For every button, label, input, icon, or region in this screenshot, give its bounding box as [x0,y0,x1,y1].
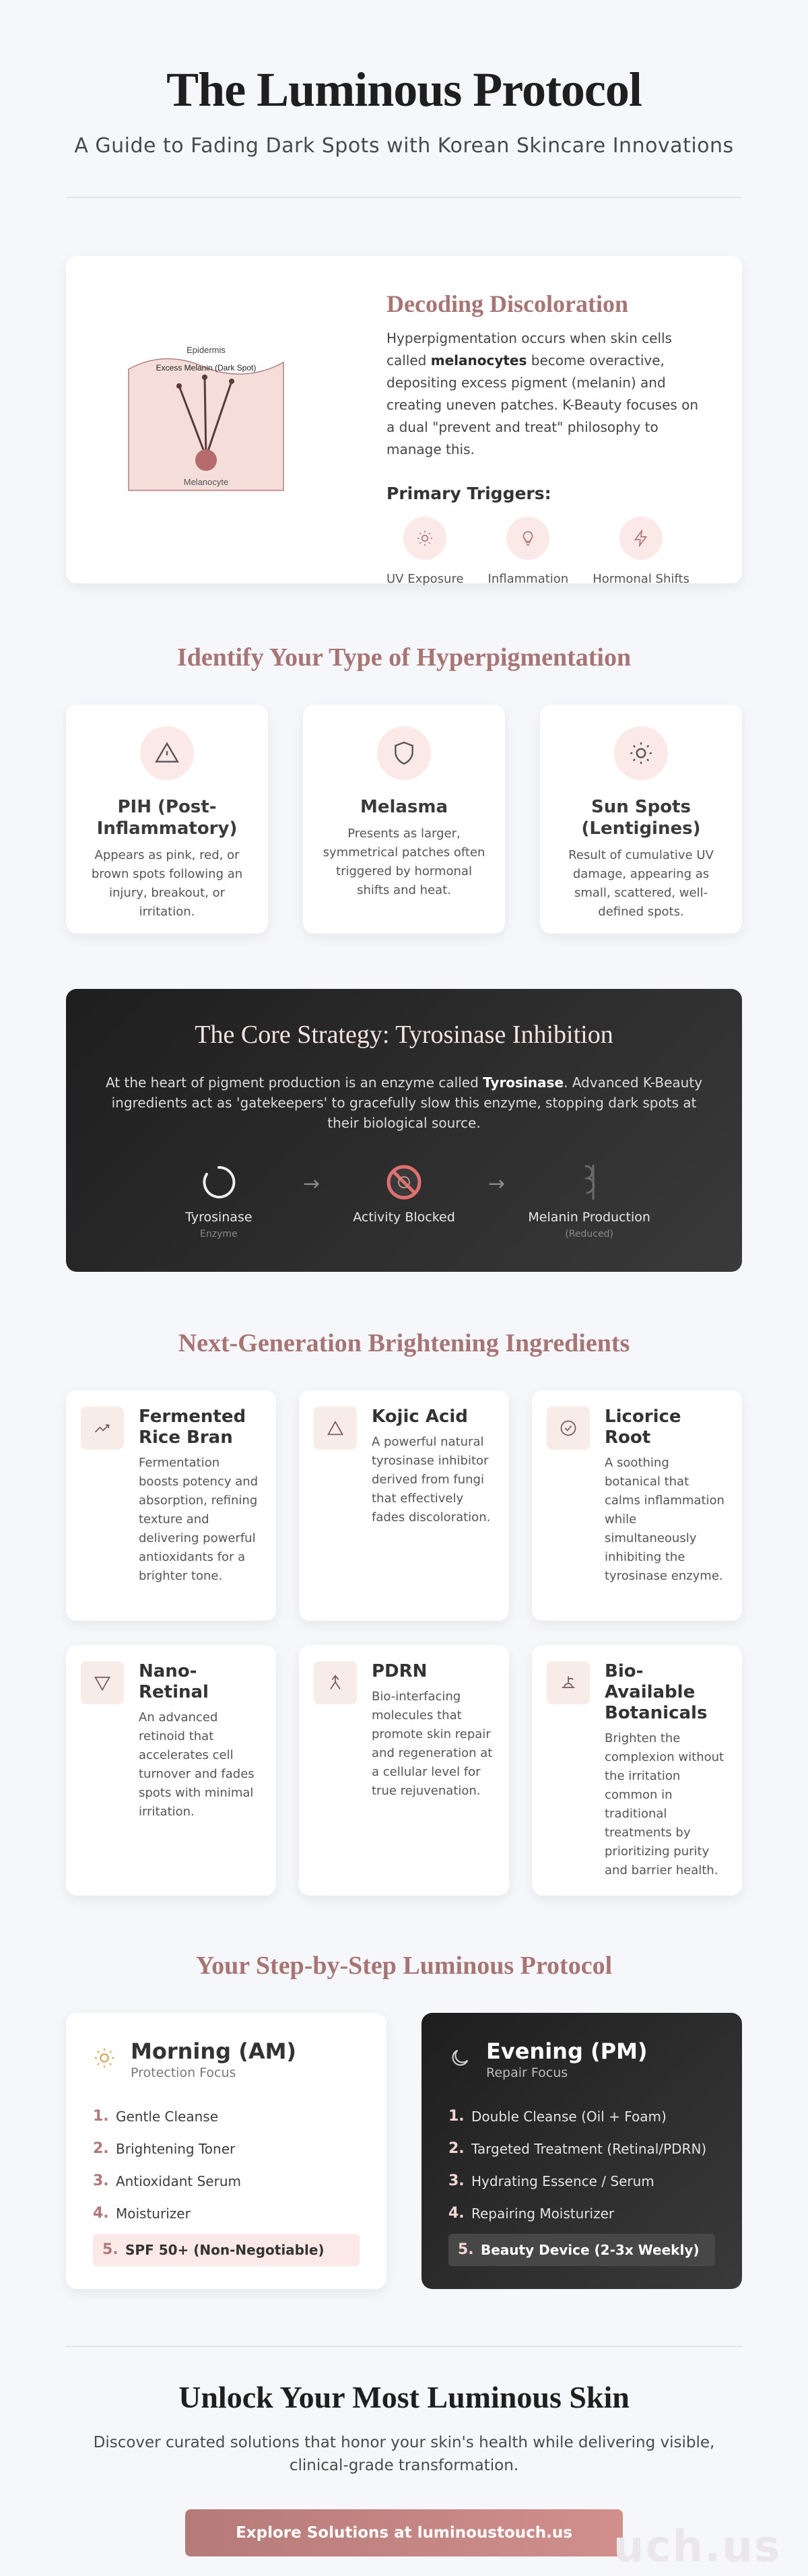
step-label: Gentle Cleanse [116,2108,219,2125]
ingredient-text: A soothing botanical that calms inflammation while simultaneously inhibiting the tyrosinase enzyme. [605,1455,725,1583]
melanocyte-cell [195,449,217,471]
ingredient-title: Bio-Available Botanicals [605,1661,708,1723]
protocol-section-title: Your Step-by-Step Luminous Protocol [195,1951,613,1980]
trigger-uv [386,517,464,586]
intro-text-b: become overactive, depositing excess pigment (melanin) and creating uneven patches. K-Beauty focuses on a dual "prevent and treat" philosophy to manage this. [386,352,699,457]
routine-step [448,2197,715,2230]
triggers-heading: Primary Triggers: [386,483,551,503]
ingredient-text: Bio-interfacing molecules that promote skin repair and regeneration at a cellular level for true rejuvenation. [372,1689,493,1798]
dendrite-center [205,377,206,457]
type-title: Sun Spots (Lentigines) [581,796,701,839]
step-number: 2. [93,2140,109,2158]
botanical-icon [547,1661,590,1704]
melanin-icon [518,1160,660,1204]
ingredients-grid [66,1390,742,1896]
flow-step-tyrosinase [148,1160,290,1239]
trend-icon [81,1407,124,1450]
routine-step [448,2133,715,2165]
ingredient-card [66,1645,276,1896]
routine-steps [93,2100,360,2266]
strategy-title: The Core Strategy: Tyrosinase Inhibition [195,1020,613,1049]
page-title: The Luminous Protocol [166,63,642,117]
divider [66,2346,742,2347]
step-label: Targeted Treatment (Retinal/PDRN) [471,2140,707,2157]
ingredient-title: Nano-Retinal [139,1661,209,1702]
ingredients-section-title: Next-Generation Brightening Ingredients [178,1328,630,1357]
ingredient-text: A powerful natural tyrosinase inhibitor derived from fungi that effectively fades discoloration. [372,1434,491,1524]
routine-step [93,2165,360,2197]
ingredient-title: Fermented Rice Bran [139,1406,246,1448]
step-label: Moisturizer [116,2205,191,2222]
divider [66,197,742,198]
ingredient-card [532,1390,742,1621]
step-number: 1. [448,2108,465,2125]
ingredient-text: Fermentation boosts potency and absorption, refining texture and delivering powerful antioxidants for a brighter tone. [139,1455,259,1583]
step-number: 5. [102,2241,119,2259]
flow-step-melanin [518,1160,660,1239]
routine-steps [448,2100,715,2266]
routine-step [93,2197,360,2230]
ingredient-card [299,1390,509,1621]
watermark: uch.us [613,2522,781,2572]
flow-arrow: → [302,1171,320,1196]
routine-subtitle: Protection Focus [131,2065,236,2080]
enzyme-ring-icon [148,1160,290,1204]
ingredient-text: Brighten the complexion without the irritation common in traditional treatments by prioritizing purity and barrier health. [605,1731,725,1877]
inhibition-flow [104,1160,704,1239]
cta-text: Discover curated solutions that honor your skin's health while delivering visible, clinical-grade transformation. [93,2433,715,2474]
step-number: 1. [93,2108,109,2125]
step-label: Brightening Toner [116,2140,236,2157]
lightning-icon [619,517,663,560]
sun-icon [403,517,446,560]
bulb-icon [506,517,549,560]
routine-step-highlight [93,2234,360,2266]
trigger-hormonal [593,517,689,586]
melanin-granule [229,379,234,384]
routine-subtitle: Repair Focus [486,2065,568,2080]
type-card-sunspots [540,705,742,934]
melanin-granule [202,375,207,380]
sun-icon [93,2047,116,2072]
ingredient-text: An advanced retinoid that accelerates cell turnover and fades spots with minimal irritation. [139,1710,255,1819]
triangle-icon [314,1407,357,1450]
ingredient-card [299,1645,509,1896]
trigger-label: Inflammation [487,571,569,586]
check-circle-icon [547,1407,590,1450]
routine-title: Evening (PM) [486,2038,648,2064]
types-list [66,705,742,934]
melanocyte-label: Melanocyte [183,476,229,487]
intro-heading: Decoding Discoloration [386,290,628,317]
ingredient-card [532,1645,742,1896]
flow-label: Melanin Production [528,1209,650,1225]
routine-am [66,2013,386,2289]
step-label: Antioxidant Serum [116,2172,241,2189]
type-card-pih [66,705,268,934]
protocol-routines [66,2013,742,2289]
strategy-text-b: . Advanced K-Beauty ingredients act as 'gatekeepers' to gracefully slow this enzyme, stopping dark spots at their biological source. [111,1074,703,1131]
type-text: Result of cumulative UV damage, appearing as small, scattered, well-defined spots. [568,847,714,919]
step-label: SPF 50+ (Non-Negotiable) [125,2241,325,2258]
sun-icon [614,726,668,780]
strategy-panel [66,989,742,1272]
intro-card [66,256,742,586]
intro-text-bold: melanocytes [430,352,527,368]
triggers-list [386,517,710,586]
skin-diagram [98,288,360,551]
flow-label: Tyrosinase [185,1209,252,1225]
step-label: Beauty Device (2-3x Weekly) [481,2241,700,2258]
moon-icon [448,2047,471,2072]
step-number: 5. [458,2241,474,2259]
flow-step-blocked [333,1160,475,1225]
step-number: 3. [448,2172,465,2190]
trigger-label: UV Exposure [386,571,464,586]
type-text: Presents as larger, symmetrical patches often triggered by hormonal shifts and heat. [323,826,485,897]
flow-sublabel: Enzyme [200,1228,238,1239]
blocked-icon [333,1160,475,1204]
strategy-text-bold: Tyrosinase [483,1074,564,1091]
cta-title: Unlock Your Most Luminous Skin [178,2379,630,2414]
strategy-text-a: At the heart of pigment production is an enzyme called [105,1074,483,1091]
routine-step [448,2100,715,2133]
routine-step [93,2100,360,2133]
routine-pm [422,2013,742,2289]
flow-arrow: → [488,1171,506,1196]
routine-step-highlight [448,2234,715,2266]
strategy-text [104,1072,704,1133]
routine-step [448,2165,715,2197]
melanin-granule [176,383,182,389]
types-section-title: Identify Your Type of Hyperpigmentation [176,643,632,672]
warning-icon [140,726,194,780]
step-number: 4. [448,2205,465,2222]
melanin-label: Excess Melanin (Dark Spot) [156,362,257,373]
epidermis-label: Epidermis [187,344,226,355]
trigger-label: Hormonal Shifts [593,571,689,586]
page-subtitle: A Guide to Fading Dark Spots with Korean Skincare Innovations [74,133,734,158]
ingredient-title: Licorice Root [605,1406,681,1448]
type-text: Appears as pink, red, or brown spots following an injury, breakout, or irritation. [91,847,243,919]
routine-title: Morning (AM) [131,2038,297,2064]
ingredient-card [66,1390,276,1621]
step-number: 2. [448,2140,465,2158]
routine-step [93,2133,360,2165]
step-label: Hydrating Essence / Serum [471,2172,654,2189]
shield-icon [377,726,431,780]
down-triangle-icon [81,1661,124,1704]
step-number: 3. [93,2172,109,2190]
type-title: PIH (Post-Inflammatory) [96,796,238,839]
explore-solutions-button[interactable]: Explore Solutions at luminoustouch.us [185,2509,623,2556]
ingredient-title: Kojic Acid [372,1406,468,1427]
type-card-melasma [303,705,505,934]
step-number: 4. [93,2205,109,2222]
step-label: Repairing Moisturizer [471,2205,615,2222]
intro-text-a: Hyperpigmentation occurs when skin cells called [386,329,672,368]
molecule-icon [314,1661,357,1704]
type-title: Melasma [360,796,448,817]
ingredient-title: PDRN [372,1661,428,1681]
trigger-inflammation [488,517,569,586]
step-label: Double Cleanse (Oil + Foam) [471,2108,667,2125]
flow-label: Activity Blocked [353,1209,455,1225]
skin-diagram-svg [125,342,287,504]
flow-sublabel: (Reduced) [565,1228,613,1239]
intro-paragraph [386,327,710,461]
